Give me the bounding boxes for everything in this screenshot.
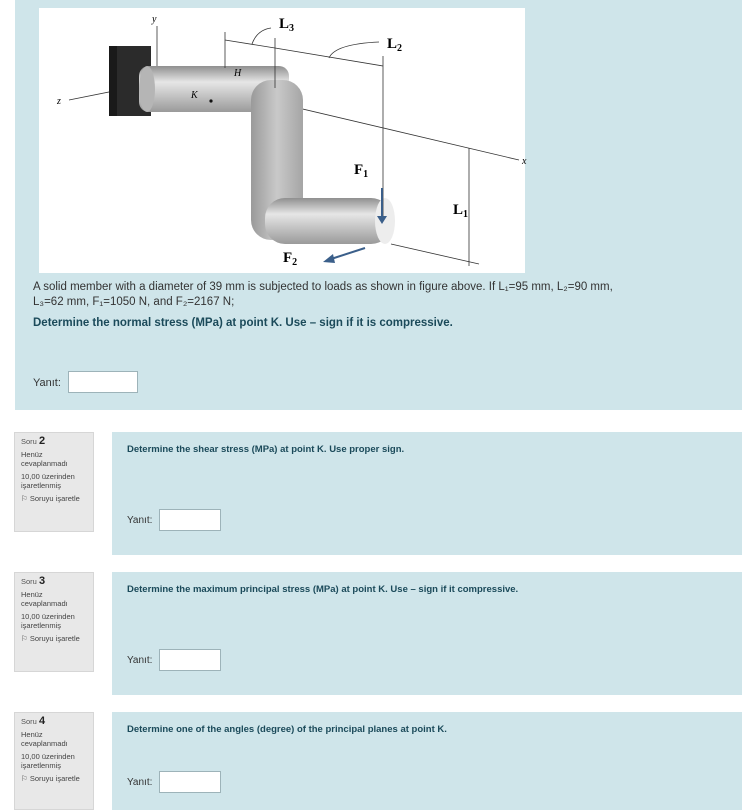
- l1-label: $L_1$: [453, 202, 469, 220]
- flag-question-link[interactable]: ⚐ Soruyu işaretle: [21, 494, 80, 503]
- problem-figure: [39, 8, 525, 273]
- question-points: 10,00 üzerinden işaretlenmiş: [21, 612, 75, 630]
- x-axis-label: x: [522, 156, 527, 167]
- l3-label: $L_3$: [279, 16, 295, 34]
- question-points: 10,00 üzerinden işaretlenmiş: [21, 752, 75, 770]
- question-status: Henüz cevaplanmadı: [21, 730, 68, 748]
- flag-question-link[interactable]: ⚐ Soruyu işaretle: [21, 774, 80, 783]
- member-diagram: [39, 8, 525, 273]
- question-status: Henüz cevaplanmadı: [21, 450, 68, 468]
- flag-question-link[interactable]: ⚐ Soruyu işaretle: [21, 634, 80, 643]
- flag-icon: ⚐: [21, 634, 28, 643]
- question-2-task: Determine the shear stress (MPa) at point K. Use proper sign.: [127, 444, 405, 455]
- question-status: Henüz cevaplanmadı: [21, 590, 68, 608]
- question-1-description: [33, 280, 733, 310]
- f1-label: $F_1$: [354, 162, 369, 180]
- y-axis-label: y: [152, 14, 157, 25]
- question-3-info: [14, 572, 94, 672]
- answer-label: Yanıt:: [127, 515, 153, 526]
- question-points: 10,00 üzerinden işaretlenmiş: [21, 472, 75, 490]
- question-4-task: Determine one of the angles (degree) of the principal planes at point K.: [127, 724, 447, 735]
- lower-shaft: [265, 198, 391, 244]
- question-2-panel: [112, 432, 742, 555]
- answer-label: Yanıt:: [33, 377, 61, 389]
- point-k-marker: [209, 99, 212, 102]
- question-1-panel: [15, 0, 742, 410]
- question-1-answer-input[interactable]: [68, 371, 138, 393]
- question-number: Soru 3: [21, 575, 46, 587]
- question-4-info: [14, 712, 94, 810]
- question-4-panel: [112, 712, 742, 810]
- description-line-2: L₃=62 mm, F₁=1050 N, and F₂=2167 N;: [33, 296, 235, 308]
- description-line-1: A solid member with a diameter of 39 mm is subjected to loads as shown in figure above. If L₁=95 mm, L₂=90 mm,: [33, 281, 613, 293]
- question-4-answer-input[interactable]: [159, 771, 221, 793]
- flag-icon: ⚐: [21, 774, 28, 783]
- z-axis-label: z: [57, 96, 61, 107]
- question-2-info: [14, 432, 94, 532]
- answer-label: Yanıt:: [127, 777, 153, 788]
- answer-label: Yanıt:: [127, 655, 153, 666]
- l2-label: $L_2$: [387, 36, 403, 54]
- question-2-answer-input[interactable]: [159, 509, 221, 531]
- question-3-panel: [112, 572, 742, 695]
- question-number: Soru 4: [21, 715, 46, 727]
- question-1-task: Determine the normal stress (MPa) at point K. Use – sign if it is compressive.: [33, 317, 453, 329]
- k-label: K: [191, 90, 198, 101]
- force-f2-arrow: [331, 248, 365, 259]
- flag-icon: ⚐: [21, 494, 28, 503]
- question-number: Soru 2: [21, 435, 46, 447]
- question-3-task: Determine the maximum principal stress (MPa) at point K. Use – sign if it compressive.: [127, 584, 519, 595]
- f2-label: $F_2$: [283, 250, 298, 268]
- question-3-answer-input[interactable]: [159, 649, 221, 671]
- h-label: H: [234, 68, 242, 79]
